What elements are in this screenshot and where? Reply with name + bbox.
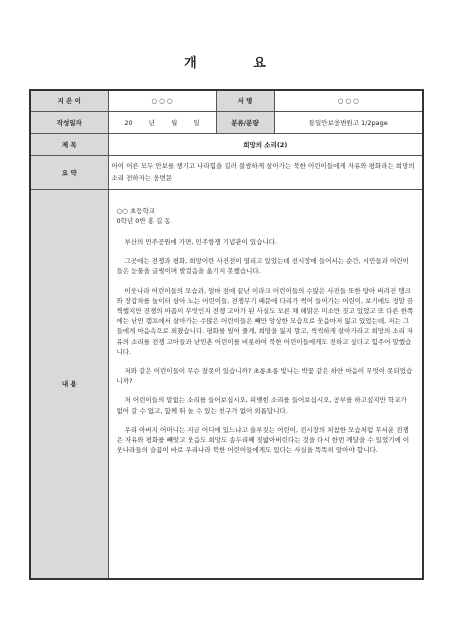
paragraph: 저와 같은 어린이들이 무슨 잘못이 있습니까? 초롱초롱 빛나는 박꽃 같은 하얀 마음이 무엇이 못되었습니까? bbox=[116, 366, 413, 386]
subject-row bbox=[30, 133, 423, 155]
subject-value: 희망의 소리(2) bbox=[108, 133, 423, 155]
author-label: 지 은 이 bbox=[30, 90, 108, 111]
date-label: 작성일자 bbox=[30, 111, 108, 133]
subject-label: 제 목 bbox=[30, 133, 108, 155]
summary-row bbox=[30, 155, 423, 189]
date-row bbox=[30, 111, 423, 133]
paragraph: 부산의 민주공원에 가면, 민주항쟁 기념관이 있습니다. bbox=[124, 237, 278, 246]
content-row bbox=[30, 189, 423, 579]
student-name: 0학년 0반 홍 길 동 bbox=[116, 216, 171, 225]
school-name: ○○ 초등학교 bbox=[116, 206, 156, 215]
document-title: 개 요 bbox=[184, 56, 292, 71]
category-label: 분류/분량 bbox=[216, 111, 274, 133]
date-value: 20 년 월 일 bbox=[108, 111, 216, 133]
category-value: 통일안보웅변원고 1/2page bbox=[274, 111, 423, 133]
author-value: ○ ○ ○ bbox=[108, 90, 216, 111]
paragraph: 그곳에는 전쟁과 평화, 희망이란 사진전이 열리고 있었는데 전시장에 들어서는 순간, 시민들과 어린이들은 눈물을 글썽이며 발걸음을 옮기지 못했습니다. bbox=[116, 257, 409, 276]
speech-author bbox=[117, 206, 415, 226]
summary-label: 요 약 bbox=[30, 155, 108, 189]
content-label: 내 용 bbox=[30, 189, 108, 579]
paragraph: 이웃나라 어린이들의 모습과, 얼마 전에 끝난 이라크 어린이들의 수많은 사진들 또한 탕아 버려진 탱크와 장갑차를 놀이터 삼아 노는 어린이들, 전쟁무기 때문에 다리가 썩어 들어가는 어린이, 보기에도 정말 끔찍했지만 전쟁의 아픔이 무엇인지 전쟁 고아가 된 사실도 모른 채 해맑은 미소만 짓고 있었고 또 다른 한쪽에는 난민 캠프에서 살아가는 수많은 어린이들은 빼만 앙상한 모습으로 웃음마저 잃고 있었는데, 저는 그들에게 마음속으로 외쳤습니다. 평화를 빌어 줄게, 희망을 잃지 말고, 씩씩하게 살아가라고 희망의 소리 자유의 소리를 전쟁 고아들과 난민촌 어린이를 비롯하여 북한 어린이들에게도 전하고 싶다고 힘주어 말했습니다. bbox=[116, 286, 414, 356]
book-name-value: ○ ○ ○ bbox=[274, 90, 423, 111]
author-row bbox=[30, 90, 423, 111]
book-name-label: 서 명 bbox=[216, 90, 274, 111]
summary-value: 아이 어른 모두 안보를 챙기고 나라힘을 길러 불쌍하게 살아가는 북한 어린이들에게 자유와 평화라는 희망의 소리 전하자는 웅변문 bbox=[108, 155, 423, 189]
paragraph: 우리 아버지 어머니는 지금 어디에 있느냐고 울부짖는 어린이, 전시장의 처참한 모습처럼 무서운 전쟁은 자유와 평화를 빼앗고 웃음도 희망도 송두리째 짓밟아버린다는 것을 다시 한번 깨달을 수 있었기에 이웃나라들의 슬픔이 바로 우리나라 북한 어린이들에게도 있다는 사실을 똑똑히 알아야 합니다. bbox=[116, 425, 410, 455]
content-body bbox=[108, 189, 423, 579]
summary-form-table bbox=[29, 89, 424, 580]
paragraph: 저 어린이들의 말없는 소리를 들어보십시오, 피맺힌 소리를 들어보십시오, 공부를 하고싶지만 학교가 없어 갈 수 없고, 함께 뛰 놀 수 있는 친구가 없어 외롭답니다. bbox=[116, 396, 407, 415]
